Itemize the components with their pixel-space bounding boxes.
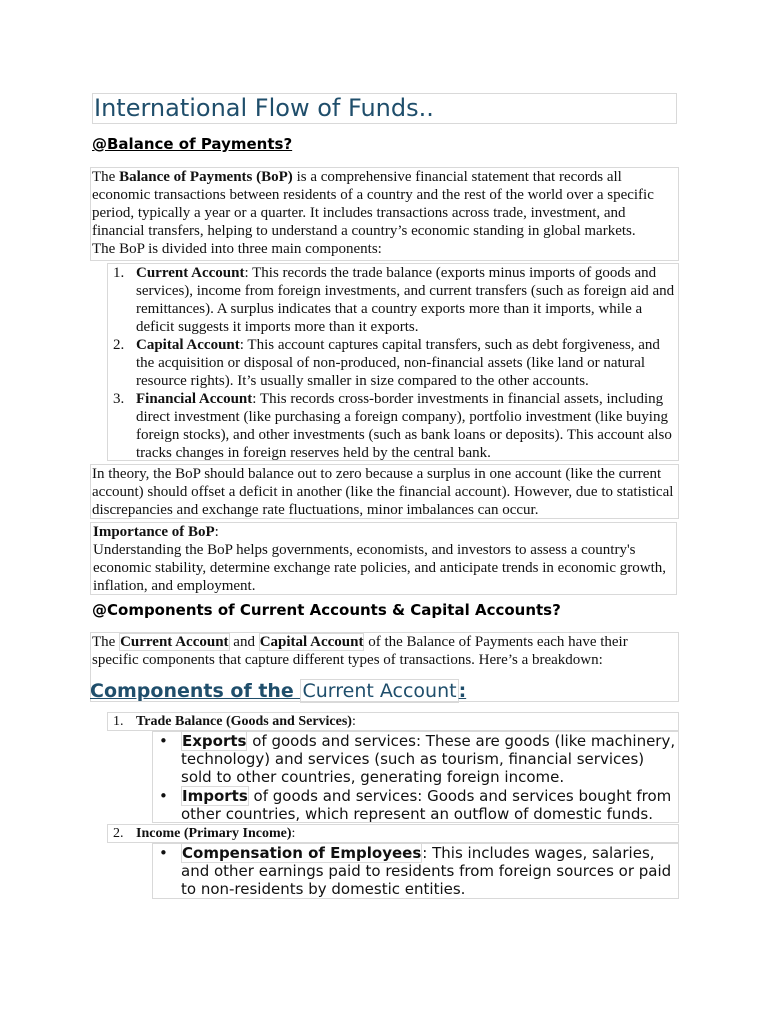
section-heading-components: @Components of Current Accounts & Capital Accounts? xyxy=(92,601,561,619)
theory-paragraph: In theory, the BoP should balance out to zero because a surplus in one account (like the current account) should offset a deficit in another (like the financial account). However, due to statistical discrepancies and exchange rate fluctuations, minor imbalances can occur. xyxy=(90,464,679,519)
term-capital-account: Capital Account xyxy=(259,634,364,650)
intro-term: Balance of Payments (BoP) xyxy=(119,169,293,185)
intro-paragraph xyxy=(90,167,679,261)
trade-balance-bullets xyxy=(153,732,678,823)
list-item-capital-account: 2. Capital Account: This account captures capital transfers, such as debt forgiveness, and the acquisition or disposal of non-produced, non-financial assets (like land or natural resource rights). It’s usually smaller in size compared to the other accounts. xyxy=(113,337,660,389)
trade-balance-label: Trade Balance (Goods and Services) xyxy=(136,714,352,729)
list-item-financial-account: 3. Financial Account: This records cross-border investments in financial assets, including direct investment (like purchasing a foreign company), portfolio investment (like buying foreign stocks), and other investments (such as bank loans or deposits). This account also tracks changes in foreign reserves held by the central bank. xyxy=(113,391,672,461)
list-item-current-account: 1. Current Account: This records the trade balance (exports minus imports of goods and services), income from foreign investments, and current transfers (such as foreign aid and remittances). A surplus indicates that a country exports more than it imports, while a deficit suggests it imports more than it exports. xyxy=(113,265,675,335)
divided-text: The BoP is divided into three main components: xyxy=(92,241,382,257)
intro-rest: is a comprehensive financial statement that records all economic transactions between residents of a country and the rest of the world over a specific period, typically a year or a quarter. It includes transactions across trade, investment, and financial transfers, helping to understand a country’s economic standing in global markets. xyxy=(92,169,654,239)
importance-text: Understanding the BoP helps governments, economists, and investors to assess a country's economic stability, determine exchange rate policies, and anticipate trends in economic growth, inflation, and employment. xyxy=(93,542,666,594)
list-item-exports: • Exports of goods and services: These are goods (like machinery, technology) and services (such as tourism, financial services) sold to other countries, generating foreign income. xyxy=(159,732,676,786)
importance-paragraph: Importance of BoP: Understanding the BoP helps governments, economists, and investors to assess a country's economic stability, determine exchange rate policies, and anticipate trends in economic growth, inflation, and employment. xyxy=(90,522,677,595)
term-current-account: Current Account xyxy=(120,634,229,650)
components-of-current-account-heading: Components of the Current Account : xyxy=(90,680,467,702)
components-list-box xyxy=(107,263,679,461)
components-list xyxy=(108,264,678,462)
income-bullets xyxy=(153,844,678,898)
importance-label: Importance of BoP xyxy=(93,524,215,540)
intro-lead: The xyxy=(92,169,120,185)
list-item-compensation-of-employees: • Compensation of Employees: This includes wages, salaries, and other earnings paid to residents from foreign sources or paid to non-residents by domestic entities. xyxy=(159,844,672,898)
list-item-imports: • Imports of goods and services: Goods and services bought from other countries, which represent an outflow of domestic funds. xyxy=(159,787,672,823)
section-heading-balance-of-payments: @Balance of Payments? xyxy=(92,135,293,153)
income-label: Income (Primary Income) xyxy=(136,826,292,841)
section2-intro-paragraph: The Current Account and Capital Account of the Balance of Payments each have their specific components that capture different types of transactions. Here’s a breakdown: xyxy=(90,632,679,702)
page-title: International Flow of Funds.. xyxy=(92,93,677,124)
income-row: 2. Income (Primary Income): xyxy=(107,824,679,843)
income-bullets-box xyxy=(152,843,679,899)
trade-balance-row: 1. Trade Balance (Goods and Services): xyxy=(107,712,679,731)
trade-balance-bullets-box xyxy=(152,731,679,823)
